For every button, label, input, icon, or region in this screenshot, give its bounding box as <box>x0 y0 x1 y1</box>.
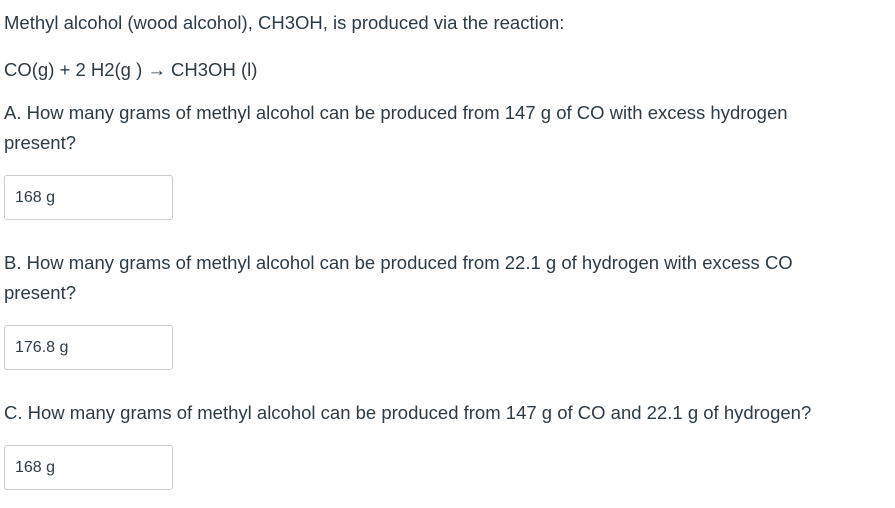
question-a-text: A. How many grams of methyl alcohol can be produced from 147 g of CO with excess hydrogen <box>4 102 788 123</box>
question-a-text-continued: present? <box>4 132 76 153</box>
question-c-text: C. How many grams of methyl alcohol can be produced from 147 g of CO and 22.1 g of hydrogen? <box>4 402 812 423</box>
answer-b-input[interactable] <box>4 325 173 370</box>
answer-a-input[interactable] <box>4 175 173 220</box>
question-b-text: B. How many grams of methyl alcohol can be produced from 22.1 g of hydrogen with excess CO <box>4 252 793 273</box>
reaction-equation: CO(g) + 2 H2(g ) → CH3OH (l) <box>4 59 258 80</box>
question-b-text-continued: present? <box>4 282 76 303</box>
answer-c-input[interactable] <box>4 445 173 490</box>
intro-text: Methyl alcohol (wood alcohol), CH3OH, is produced via the reaction: <box>4 12 565 33</box>
